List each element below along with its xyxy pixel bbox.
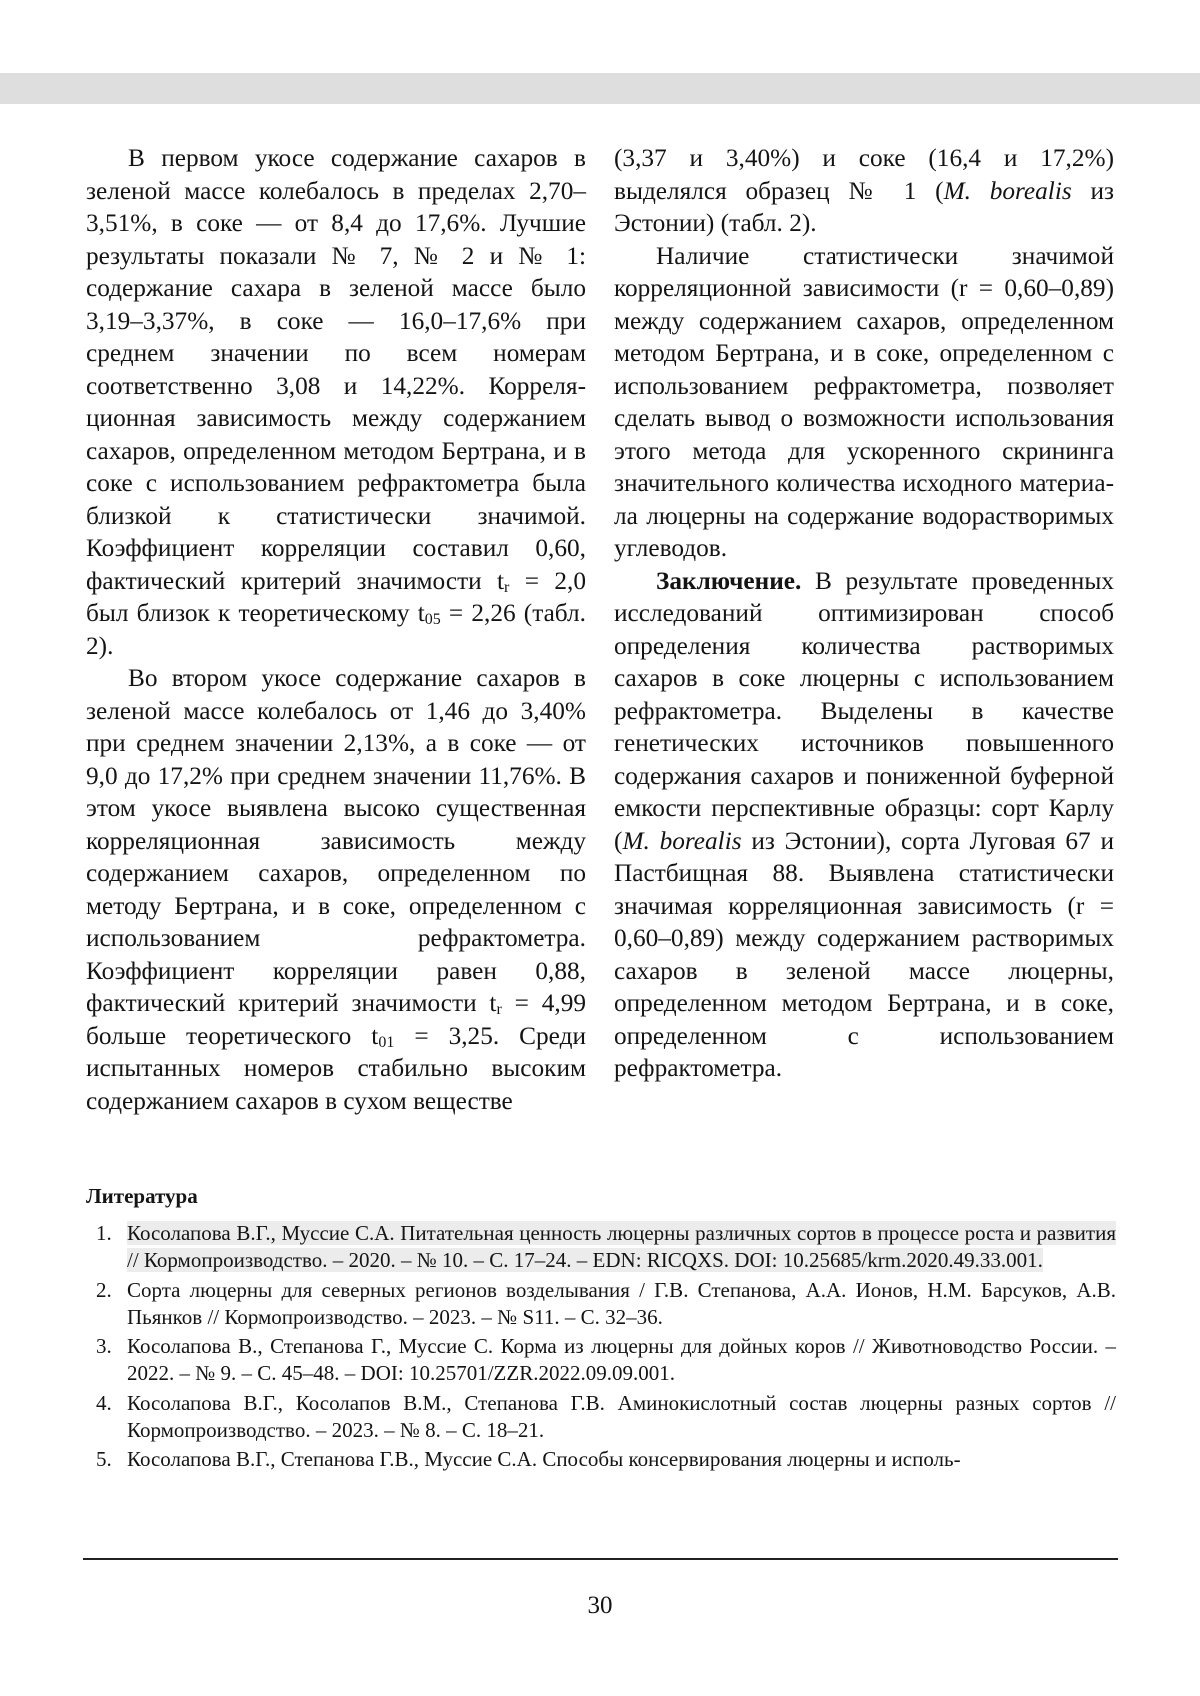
paragraph-second-cut: Во втором укосе содержание сахаров в зеленой массе колебалось от 1,46 до 3,40% при среднем значении 2,13%, а в соке — от 9,0 до 17,2% при среднем значении 11,76%. В этом укосе выявлена высоко существенная корреляционная зависимость между содержанием сахаров, определенном по методу Бертрана, и в соке, определенном с использованием рефрактометра. Коэффициент корреляции равен 0,88, фактический критерий значимости $t_r = 4,99$ больше теоретического $t_{01} = 3,25$. Среди испытанных номеров стабильно высоким содержанием сахаров в сухом веществе — [86, 664, 586, 1115]
references-heading: Литература — [86, 1184, 198, 1208]
reference-text: Косолапова В.Г., Косолапов В.М., Степанова Г.В. Аминокислотный состав люцерны разных сортов // Кормопроизводство. – 2023. – № 8. – С. 18–21. — [127, 1390, 1116, 1443]
paragraph-continuation: (3,37 и 3,40%) и соке (16,4 и 17,2%) выделялся образец № 1 (M. borealis из Эстонии) (табл. 2). — [614, 144, 1114, 237]
reference-number: 4. — [96, 1390, 112, 1415]
paragraph-conclusion: Заключение. В результате проведенных исследований оптимизирован способ определения количества растворимых сахаров в соке люцерны с использованием рефрактометра. Выделены в качестве генетических источников повышенного содержания сахаров и пониженной буферной емкости перспективные образцы: сорт Карлу (M. borealis из Эстонии), сорта Луговая 67 и Пастбищная 88. Выявлена статистически значимая корреляционная зависимость (r = 0,60–0,89) между содержанием растворимых сахаров в зеленой массе люцерны, определенном методом Бертрана, и в соке, определенном с использованием рефрактометра. — [614, 566, 1114, 1082]
right-column — [614, 142, 1114, 1085]
paragraph-correlation: Наличие статистически значимой корреляционной зависимости (r = 0,60–0,89) между содержанием сахаров, определенном методом Бертрана, и в соке, определенном с использованием рефрактометра, позволяет сделать вывод о возможности использования этого метода для ускоренного скрининга значительного количества исходного материала люцерны на содержание водорастворимых углеводов. — [614, 241, 1114, 562]
header-band — [0, 73, 1200, 104]
reference-text: Косолапова В., Степанова Г., Муссие С. Корма из люцерны для дойных коров // Животноводство России. – 2022. – № 9. – С. 45–48. – DOI: 10.25701/ZZR.2022.09.09.001. — [127, 1334, 1116, 1386]
reference-item — [86, 1390, 1116, 1445]
reference-item — [86, 1277, 1116, 1332]
reference-number: 1. — [96, 1221, 112, 1245]
reference-text: Косолапова В.Г., Муссие С.А. Питательная ценность люцерны различных сортов в процессе роста и развития // Кормопроизводство. – 2020. – № 10. – С. 17–24. – EDN: RICQXS. DOI: 10.25685/krm.2020.49.33.001. — [127, 1221, 1116, 1273]
conclusion-label: Заключение. — [656, 566, 802, 595]
reference-item — [86, 1446, 1116, 1473]
reference-number: 5. — [96, 1447, 112, 1472]
reference-text: Сорта люцерны для северных регионов возделывания / Г.В. Степанова, А.А. Ионов, Н.М. Барсуков, А.В. Пьянков // Кормопроизводство. – 2023. – № S11. – С. 32–36. — [127, 1277, 1116, 1329]
reference-item — [86, 1220, 1116, 1275]
reference-item — [86, 1333, 1116, 1388]
reference-text: Косолапова В.Г., Степанова Г.В., Муссие С.А. Способы консервирования люцерны и исполь- — [127, 1447, 961, 1472]
references-list — [86, 1220, 1116, 1476]
reference-number: 3. — [96, 1334, 112, 1359]
two-column-body — [86, 142, 1116, 1152]
reference-number: 2. — [96, 1277, 112, 1302]
paragraph-first-cut: В первом укосе содержание сахаров в зеленой массе колебалось в пределах 2,70–3,51%, в соке — от 8,4 до 17,6%. Лучшие результаты показали № 7, № 2 и № 1: содержание сахара в зеленой массе было 3,19–3,37%, в соке — 16,0–17,6% при среднем значении по всем номерам соответственно 3,08 и 14,22%. Корреляционная зависимость между содержанием сахаров, определенном методом Бертрана, и в соке с использованием рефрактометра была близкой к статистически значимой. Коэффициент корреляции составил 0,60, фактический критерий значимости $t_r = 2,0$ был близок к теоретическому $t_{05} = 2,26$ (табл. 2). — [86, 144, 586, 660]
footer-rule — [83, 1558, 1118, 1560]
left-column — [86, 142, 586, 1117]
page-number: 30 — [587, 1592, 613, 1619]
